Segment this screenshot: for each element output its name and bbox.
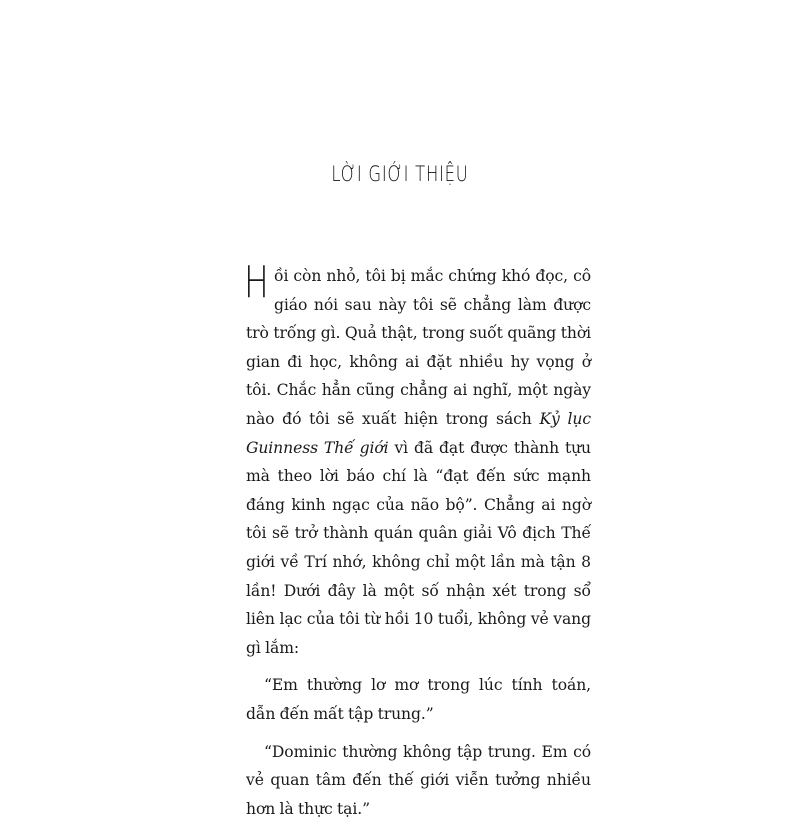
intro-text-part1: ồi còn nhỏ, tôi bị mắc chứng khó đọc, cô giáo nói sau này tôi sẽ chẳng làm được trò trống gì. Quả thật, trong suốt quãng thời gian đi học, không ai đặt nhiều hy vọng ở tôi. Chắc hẳn cũng chẳng ai nghĩ, một ngày nào đó tôi sẽ xuất hiện trong sách	[246, 267, 591, 428]
chapter-title: LỜI GIỚI THIỆU	[88, 162, 712, 186]
intro-text-part2: vì đã đạt được thành tựu mà theo lời báo chí là “đạt đến sức mạnh đáng kinh ngạc của não bộ”. Chẳng ai ngờ tôi sẽ trở thành quán quân giải Vô địch Thế giới về Trí nhớ, không chỉ một lần mà tận 8 lần! Dưới đây là một số nhận xét trong sổ liên lạc của tôi từ hồi 10 tuổi, không vẻ vang gì lắm:	[246, 439, 591, 657]
quote-1: “Em thường lơ mơ trong lúc tính toán, dẫn đến mất tập trung.”	[246, 671, 591, 728]
body-text	[246, 262, 591, 823]
quote-2: “Dominic thường không tập trung. Em có vẻ quan tâm đến thế giới viễn tưởng nhiều hơn là thực tại.”	[246, 738, 591, 823]
book-title-italic: Kỷ lục Guinness Thế giới	[246, 410, 591, 457]
intro-paragraph	[246, 262, 591, 662]
drop-cap: H	[244, 262, 264, 302]
